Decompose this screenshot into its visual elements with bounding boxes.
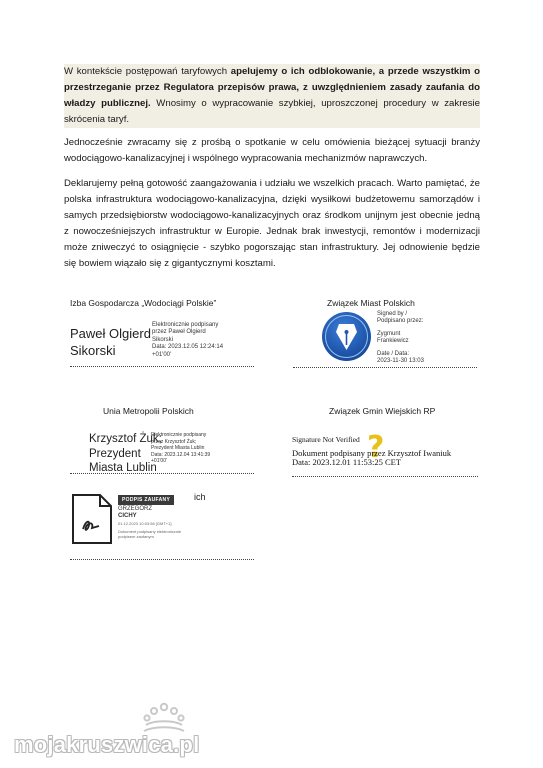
igwp-title: Izba Gospodarcza „Wodociągi Polskie”: [70, 298, 217, 308]
p1-bold-appeal: apelujemy o ich odblokowanie, a przede wszystkim o przestrzeganie przez Regulatora przepisów prawa, z uwzględnieniem zasady zaufania do władzy publicznej.: [64, 66, 480, 109]
watermark-crown-icon: [140, 701, 188, 735]
igwp-name-line2: Sikorski: [70, 343, 116, 358]
igwp-signature-details: Elektronicznie podpisany przez Paweł Olgierd Sikorski Data: 2023.12.05 12:24:14 +01'00': [152, 322, 224, 358]
ump-title: Unia Metropolii Polskich: [103, 406, 194, 416]
pz-details: 01.12.2023 10:03:56 [GMT+1] Dokument podpisany elektronicznie podpisem zaufanym: [118, 521, 182, 539]
document-signature-icon: [72, 494, 112, 544]
question-mark-icon: ?: [367, 430, 385, 465]
zgwrp-title: Związek Gmin Wiejskich RP: [329, 406, 436, 416]
igwp-signature-line: [70, 366, 254, 367]
paragraph-meeting-request: Jednocześnie zwracamy się z prośbą o spotkanie w celu omówienia bieżącej sytuacji branży wodociągowo-kanalizacyjnej i wspólnego wypracowania mechanizmów naprawczych.: [64, 137, 480, 164]
igwp-name-line1: Paweł Olgierd: [70, 326, 151, 341]
zmp-signature-details: Signed by / Podpisano przez: Zygmunt Frankiewicz Date / Data: 2023-11-30 13:03: [377, 311, 424, 364]
watermark-text: mojakruszwica.pl: [14, 732, 200, 757]
zgwrp-signature-line: [292, 476, 478, 477]
zgwrp-not-verified: Signature Not Verified: [292, 435, 360, 444]
pz-trailing-text: ich: [194, 492, 206, 502]
podpis-zaufany-label: PODPIS ZAUFANY: [118, 495, 174, 505]
zmp-title: Związek Miast Polskich: [327, 298, 415, 308]
zmp-signature-line: [293, 367, 477, 368]
ump-name: Krzysztof Żuk; Prezydent Miasta Lublin: [89, 433, 162, 474]
ump-signature-details: Elektronicznie podpisany przez Krzysztof Żuk; Prezydent Miasta Lublin Data: 2023.12.04 13:41:39 +01'00': [151, 432, 211, 465]
pz-signer-name: GRZEGORZ CICHY: [118, 506, 152, 519]
pz-signature-line: [70, 559, 254, 560]
ump-signature-line: [70, 473, 254, 474]
paragraph-tariffs: [64, 64, 480, 128]
signature-badge-icon: [322, 312, 371, 361]
p1-text-end: Wnosimy o wypracowanie szybkiej, uproszczonej procedury w zakresie skrócenia taryf.: [64, 98, 480, 125]
p1-text-start: W kontekście postępowań taryfowych: [64, 66, 231, 77]
zgwrp-signature-details: Dokument podpisany przez Krzysztof Iwaniuk Data: 2023.12.01 11:53:25 CET: [292, 448, 452, 467]
paragraph-declaration: Deklarujemy pełną gotowość zaangażowania i udziału we wszelkich pracach. Warto pamiętać, że polska infrastruktura wodociągowo-kanalizacyjna, dzięki wysiłkowi budżetowemu samorządów i samych przedsiębiorstw wodociągowo-kanalizacyjnych oraz środkom unijnym jest obecnie jedną z nowocześniejszych infrastruktur w Europie. Jednak brak inwestycji, remontów i modernizacji może zniweczyć to osiągnięcie - szybko pogorszając stan infrastruktury. Jej odnowienie będzie się bowiem wiązało się z gigantycznymi kosztami.: [64, 178, 480, 269]
